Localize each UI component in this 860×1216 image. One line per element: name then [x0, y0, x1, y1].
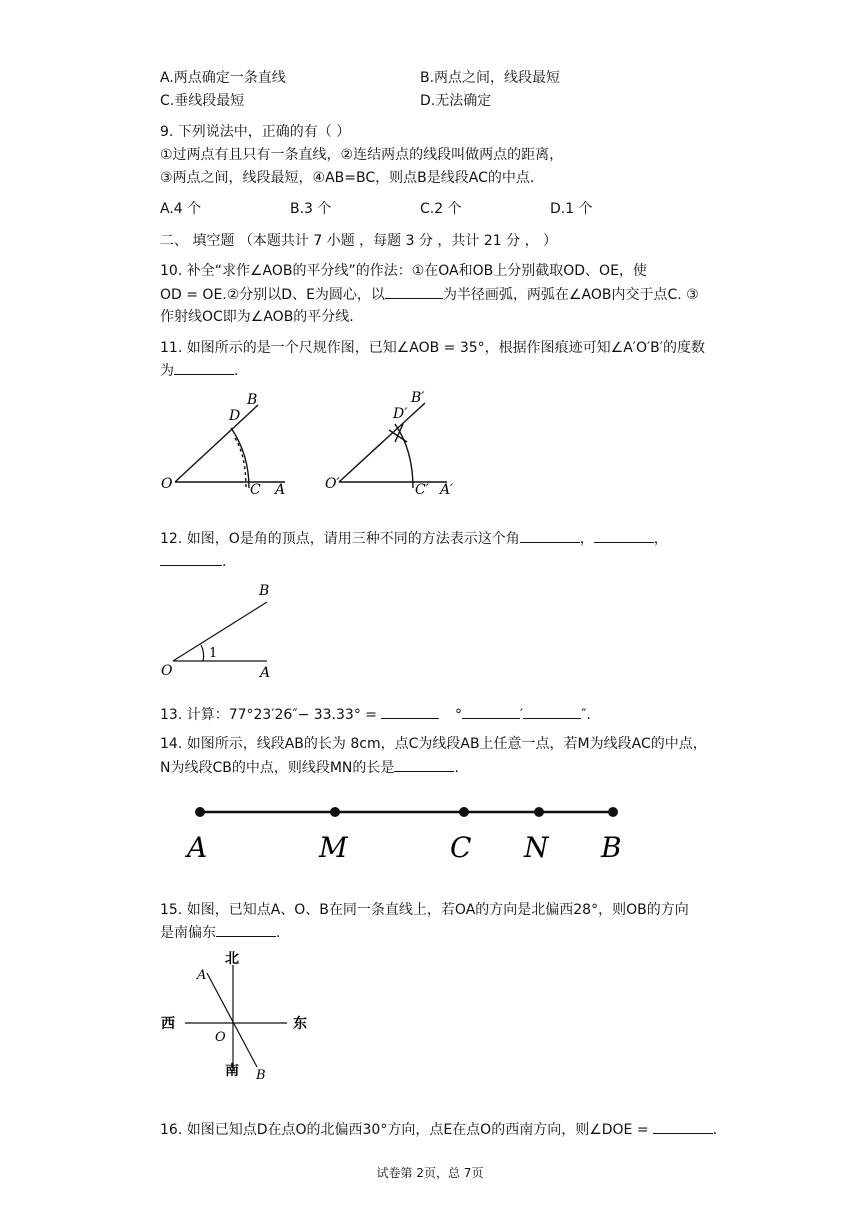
q15-answer-blank[interactable] [216, 922, 276, 937]
q12-end: . [222, 554, 227, 570]
q15-line-1: 15. 如图，已知点A、O、B在同一条直线上，若OA的方向是北偏西28°，则OB的方向 [160, 902, 689, 918]
q11-line-1: 11. 如图所示的是一个尺规作图，已知∠AOB = 35°，根据作图痕迹可知∠A′O′B′的度数 [160, 340, 705, 356]
q12-label-a: A [260, 665, 271, 681]
q13-degree-symbol: ° [455, 707, 463, 723]
q13-degree-blank[interactable] [381, 704, 439, 719]
q14-label-c: C [450, 831, 472, 864]
q13-second-symbol: ″. [581, 707, 591, 723]
q10-answer-blank[interactable] [385, 284, 443, 299]
q15-label-east: 东 [293, 1016, 307, 1032]
q16-answer-blank[interactable] [653, 1119, 713, 1134]
q15-figure [155, 945, 330, 1083]
q10-line-2b: 为半径画弧，两弧在∠AOB内交于点C. ③ [442, 287, 699, 303]
q14-label-n: N [524, 831, 549, 864]
q11-label-c: C [250, 482, 261, 498]
q15-line-2-text: 是南偏东 [160, 925, 216, 941]
q16-text: 16. 如图已知点D在点O的北偏西30°方向，点E在点O的西南方向，则∠DOE = [160, 1122, 649, 1138]
q8-option-c: C.垂线段最短 [160, 93, 245, 109]
q12-label-b: B [259, 583, 270, 599]
q13-minute-symbol: ′ [520, 707, 524, 723]
q15-label-a: A [197, 968, 207, 983]
q16-line [160, 1119, 717, 1139]
q12-separator-1: ， [579, 531, 594, 547]
q14-point-a [195, 807, 205, 817]
q8-option-a: A.两点确定一条直线 [160, 70, 286, 86]
q11-label-o-prime: O′ [325, 476, 340, 492]
q9-stem: 9. 下列说法中，正确的有（ ） [160, 124, 351, 140]
q16-end: . [712, 1122, 718, 1138]
q12-answer-blank-1[interactable] [520, 528, 580, 543]
q9-option-d: D.1 个 [550, 201, 593, 217]
q11-line-2-text: 为 [160, 363, 174, 379]
q9-statement-line-2: ③两点之间，线段最短，④AB=BC，则点B是线段AC的中点. [160, 170, 535, 186]
q15-label-o: O [215, 1030, 226, 1045]
page-footer: 试卷第 2页，总 7页 [376, 1166, 484, 1180]
q14-point-m [330, 807, 340, 817]
q9-option-b: B.3 个 [290, 201, 332, 217]
q14-line-1: 14. 如图所示，线段AB的长为 8cm，点C为线段AB上任意一点，若M为线段AC的中点， [160, 736, 707, 752]
q14-point-c [459, 807, 469, 817]
q15-label-south: 南 [225, 1063, 239, 1079]
q14-label-m: M [319, 831, 348, 864]
q9-option-a: A.4 个 [160, 201, 202, 217]
q9-statement-line-1: ①过两点有且只有一条直线，②连结两点的线段叫做两点的距离， [160, 147, 564, 163]
q11-label-a-prime: A′ [440, 482, 454, 498]
q14-line-2-text: N为线段CB的中点，则线段MN的长是 [160, 760, 395, 776]
q15-line-2 [160, 922, 280, 942]
q11-figure [155, 388, 465, 503]
q10-line-2a: OD = OE.②分别以D、E为圆心，以 [160, 287, 385, 303]
q11-label-d-prime: D′ [393, 406, 408, 422]
q14-answer-blank[interactable] [394, 757, 454, 772]
q11-label-o: O [161, 476, 173, 492]
q11-label-b-prime: B′ [411, 390, 425, 406]
q15-label-west: 西 [161, 1016, 175, 1032]
q10-line-3: 作射线OC即为∠AOB的平分线. [160, 309, 354, 325]
q12-separator-2: ， [653, 531, 668, 547]
q12-label-1: 1 [209, 646, 218, 661]
q13-text: 13. 计算：77°23′26″− 33.33° = [160, 707, 378, 723]
q14-point-b [608, 807, 618, 817]
q12-line-2 [160, 551, 226, 570]
q14-label-a: A [187, 831, 208, 864]
section-2-header: 二、 填空题 （本题共计 7 小题 ，每题 3 分 ，共计 21 分 ， ） [160, 233, 558, 249]
q12-answer-blank-2[interactable] [594, 528, 654, 543]
q8-option-d: D.无法确定 [420, 93, 492, 109]
q14-line-2 [160, 757, 459, 777]
q11-label-d: D [229, 408, 241, 424]
q11-end: . [234, 363, 239, 379]
q15-label-b: B [256, 1068, 266, 1083]
q11-label-c-prime: C′ [415, 482, 429, 498]
q13-line [160, 704, 591, 724]
q10-line-1: 10. 补全“求作∠AOB的平分线”的作法：①在OA和OB上分别截取OD、OE，使 [160, 263, 647, 279]
q13-minute-blank[interactable] [462, 704, 520, 719]
q12-label-o: O [161, 663, 173, 679]
q14-point-n [534, 807, 544, 817]
q13-second-blank[interactable] [523, 704, 581, 719]
q12-text: 12. 如图，O是角的顶点，请用三种不同的方法表示这个角 [160, 531, 520, 547]
q11-label-b: B [247, 392, 258, 408]
q15-label-north: 北 [225, 951, 239, 967]
q14-label-b: B [601, 831, 622, 864]
q12-figure [155, 575, 285, 680]
q9-option-c: C.2 个 [420, 201, 462, 217]
q12-answer-blank-3[interactable] [160, 551, 222, 566]
q11-answer-blank[interactable] [174, 360, 234, 375]
q10-line-2 [160, 284, 699, 304]
q8-option-b: B.两点之间，线段最短 [420, 70, 561, 86]
q14-end: . [454, 760, 459, 776]
q11-line-2 [160, 360, 238, 380]
q12-line-1 [160, 528, 668, 548]
q14-figure [180, 795, 630, 870]
q11-label-a: A [275, 482, 286, 498]
q15-end: . [276, 925, 281, 941]
